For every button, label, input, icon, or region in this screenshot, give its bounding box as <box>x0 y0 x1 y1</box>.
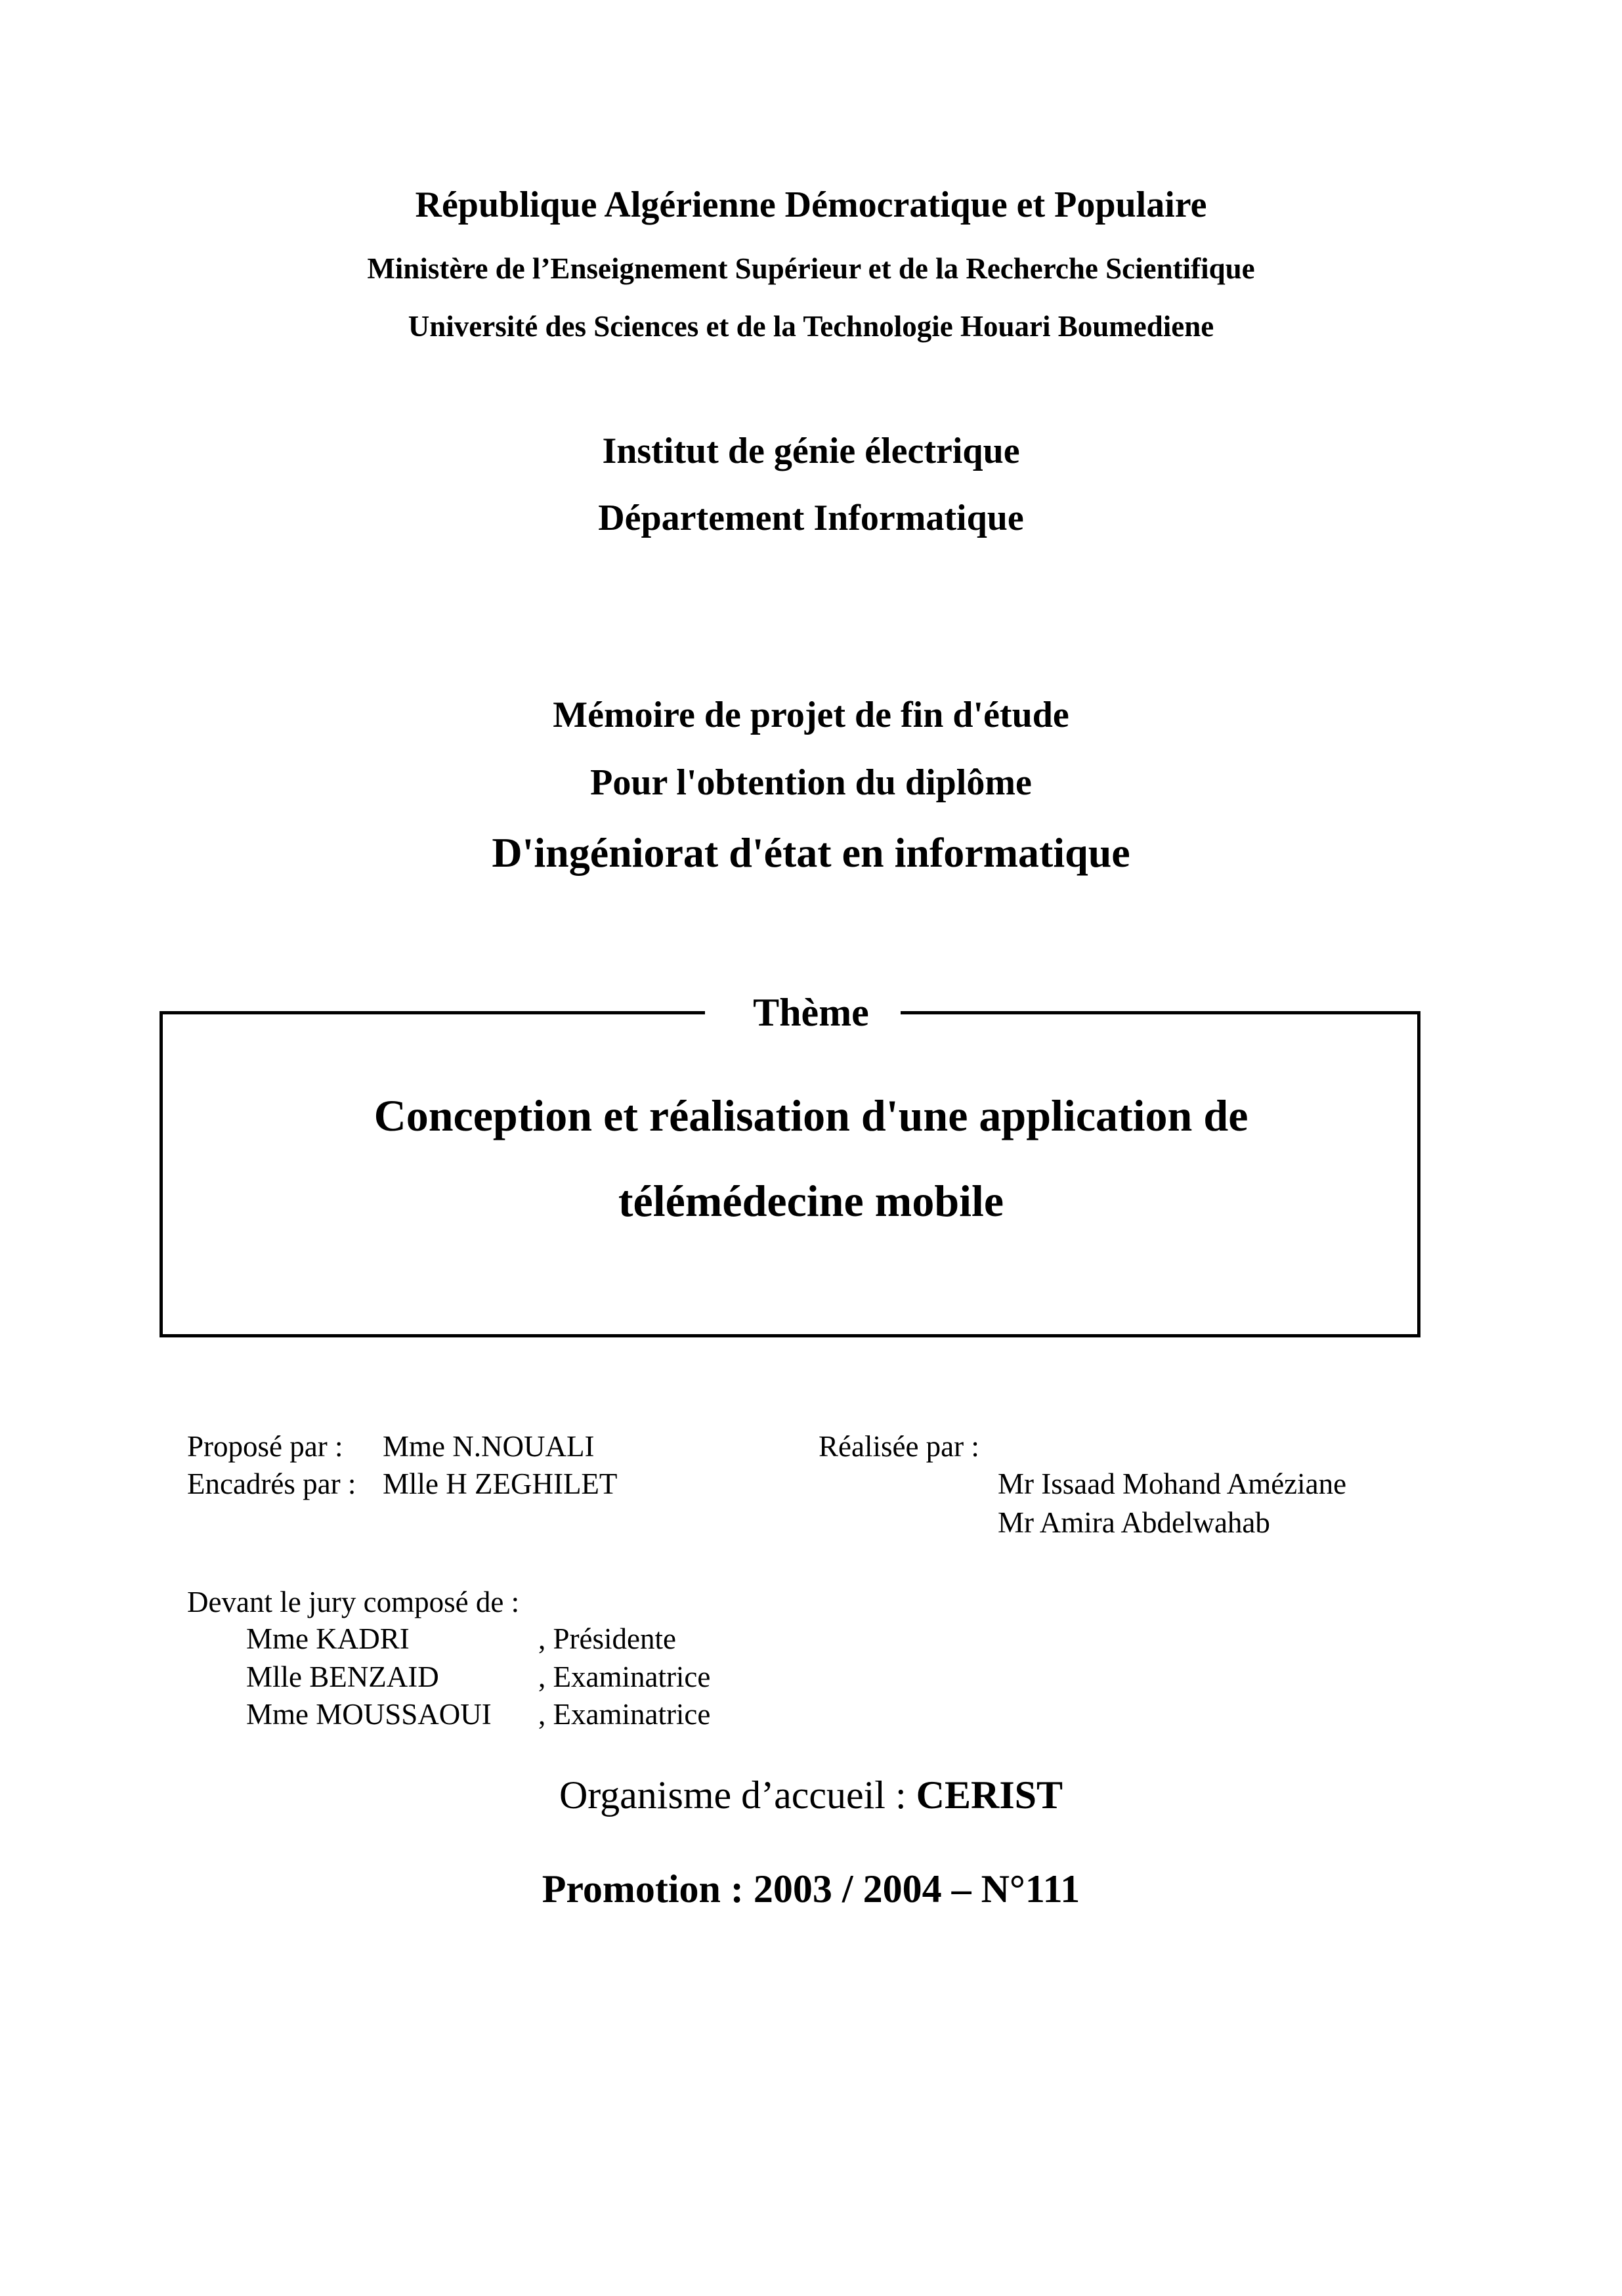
memoir-line-1: Mémoire de projet de fin d'étude <box>553 695 1069 735</box>
memoir-line-2: Pour l'obtention du diplôme <box>590 762 1032 803</box>
jury-member-role: , Présidente <box>538 1622 676 1655</box>
jury-member-name: Mme MOUSSAOUI <box>246 1698 492 1731</box>
jury-member-name: Mlle BENZAID <box>246 1660 439 1693</box>
promotion-line: Promotion : 2003 / 2004 – N°111 <box>542 1867 1080 1911</box>
jury-label: Devant le jury composé de : <box>187 1586 520 1618</box>
supervised-by-value: Mlle H ZEGHILET <box>383 1467 618 1500</box>
realised-by-label: Réalisée par : <box>819 1430 979 1463</box>
department-line: Département Informatique <box>598 498 1024 538</box>
host-value: CERIST <box>916 1773 1063 1817</box>
supervised-by-label: Encadrés par : <box>187 1467 356 1500</box>
subject-line-1: Conception et réalisation d'une application de <box>373 1091 1249 1140</box>
jury-member-role: , Examinatrice <box>538 1660 711 1693</box>
institute-line: Institut de génie électrique <box>602 431 1020 471</box>
degree-line: D'ingéniorat d'état en informatique <box>492 829 1130 876</box>
ministry-line: Ministère de l’Enseignement Supérieur et de la Recherche Scientifique <box>367 252 1255 285</box>
jury-member-role: , Examinatrice <box>538 1698 711 1731</box>
republic-title: République Algérienne Démocratique et Populaire <box>415 184 1207 225</box>
host-label: Organisme d’accueil : <box>559 1773 907 1817</box>
subject-line-2: télémédecine mobile <box>618 1176 1004 1226</box>
proposed-by-label: Proposé par : <box>187 1430 343 1463</box>
author-name: Mr Amira Abdelwahab <box>998 1506 1270 1539</box>
author-name: Mr Issaad Mohand Améziane <box>998 1467 1347 1500</box>
proposed-by-value: Mme N.NOUALI <box>383 1430 595 1463</box>
university-line: Université des Sciences et de la Technologie Houari Boumediene <box>408 310 1214 343</box>
jury-member-name: Mme KADRI <box>246 1622 410 1655</box>
theme-label: Thème <box>753 991 869 1034</box>
host-organisation <box>0 1773 1622 1818</box>
